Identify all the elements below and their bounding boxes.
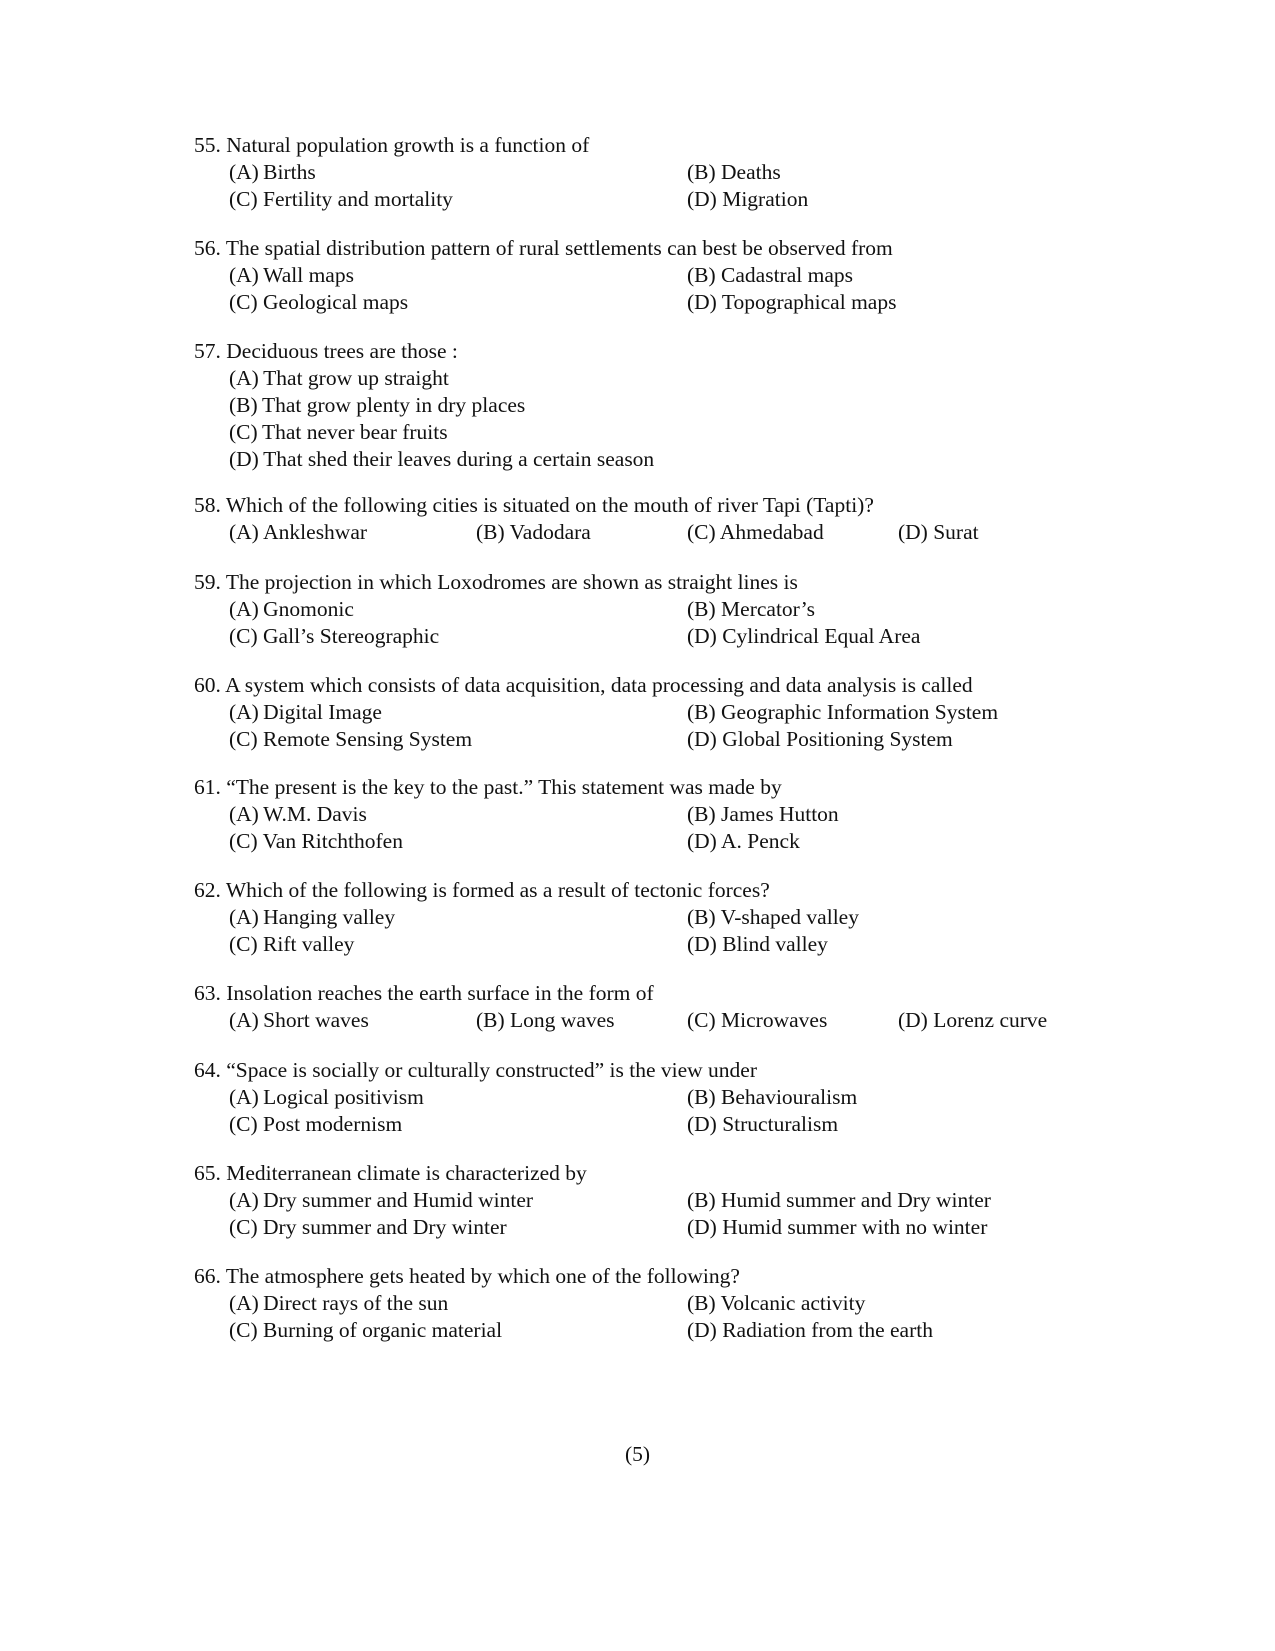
question-stem: Natural population growth is a function of — [226, 133, 590, 157]
question-text — [194, 774, 1094, 801]
option-b: (B) V-shaped valley — [687, 905, 859, 929]
question-stem: Deciduous trees are those : — [226, 339, 458, 363]
question-63 — [194, 980, 1094, 1034]
option-b: (B) Behaviouralism — [687, 1085, 858, 1109]
option-d: (D) Structuralism — [687, 1112, 839, 1136]
question-stem: “The present is the key to the past.” This statement was made by — [226, 775, 782, 799]
question-text — [194, 672, 1094, 699]
option-b: (B) Mercator’s — [687, 597, 815, 621]
option-c: (C) Burning of organic material — [229, 1318, 503, 1342]
option-c: (C) Ahmedabad — [687, 520, 824, 544]
option-c: (C) Gall’s Stereographic — [229, 624, 440, 648]
question-text — [194, 132, 1094, 159]
question-text — [194, 877, 1094, 904]
question-number: 61. — [194, 775, 221, 799]
question-number: 60. — [194, 673, 221, 697]
question-66 — [194, 1263, 1094, 1344]
option-c: (C) Dry summer and Dry winter — [229, 1215, 507, 1239]
question-61 — [194, 774, 1094, 855]
option-a: (A) Logical positivism — [229, 1085, 424, 1109]
question-stem: Mediterranean climate is characterized by — [226, 1161, 587, 1185]
page-number: (5) — [624, 1442, 651, 1466]
question-text — [194, 569, 1094, 596]
question-number: 63. — [194, 981, 221, 1005]
question-65 — [194, 1160, 1094, 1241]
question-60 — [194, 672, 1094, 753]
question-text — [194, 492, 1094, 519]
option-a: (A) Hanging valley — [229, 905, 396, 929]
question-stem: Insolation reaches the earth surface in the form of — [226, 981, 654, 1005]
question-text — [194, 1263, 1094, 1290]
option-d: (D) Radiation from the earth — [687, 1318, 933, 1342]
option-c: (C) That never bear fruits — [229, 420, 448, 444]
question-stem: The spatial distribution pattern of rural settlements can best be observed from — [225, 236, 893, 260]
option-b: (B) Vadodara — [476, 520, 591, 544]
option-a: (A) Wall maps — [229, 263, 354, 287]
option-c: (C) Geological maps — [229, 290, 409, 314]
question-number: 56. — [194, 236, 221, 260]
option-b: (B) Volcanic activity — [687, 1291, 866, 1315]
option-c: (C) Fertility and mortality — [229, 187, 453, 211]
option-a: (A) Gnomonic — [229, 597, 354, 621]
option-a: (A) Short waves — [229, 1008, 369, 1032]
question-59 — [194, 569, 1094, 650]
option-b: (B) Humid summer and Dry winter — [687, 1188, 991, 1212]
option-d: (D) That shed their leaves during a certain season — [229, 447, 655, 471]
question-55 — [194, 132, 1094, 213]
option-a: (A) Dry summer and Humid winter — [229, 1188, 534, 1212]
question-number: 64. — [194, 1058, 221, 1082]
question-number: 66. — [194, 1264, 221, 1288]
question-62 — [194, 877, 1094, 958]
question-number: 59. — [194, 570, 221, 594]
question-64 — [194, 1057, 1094, 1138]
option-b: (B) That grow plenty in dry places — [229, 393, 526, 417]
question-57 — [194, 338, 1094, 473]
option-c: (C) Rift valley — [229, 932, 355, 956]
option-b: (B) Deaths — [687, 160, 781, 184]
question-text — [194, 980, 1094, 1007]
option-b: (B) Geographic Information System — [687, 700, 999, 724]
option-b: (B) James Hutton — [687, 802, 839, 826]
option-a: (A) Births — [229, 160, 316, 184]
question-text — [194, 1057, 1094, 1084]
option-d: (D) Lorenz curve — [898, 1008, 1048, 1032]
question-text — [194, 338, 1094, 365]
question-number: 58. — [194, 493, 221, 517]
question-number: 57. — [194, 339, 221, 363]
option-c: (C) Van Ritchthofen — [229, 829, 403, 853]
option-d: (D) Topographical maps — [687, 290, 897, 314]
question-number: 65. — [194, 1161, 221, 1185]
option-b: (B) Cadastral maps — [687, 263, 853, 287]
question-stem: The projection in which Loxodromes are shown as straight lines is — [225, 570, 798, 594]
option-d: (D) Humid summer with no winter — [687, 1215, 988, 1239]
option-d: (D) Migration — [687, 187, 809, 211]
option-a: (A) That grow up straight — [229, 366, 449, 390]
question-number: 62. — [194, 878, 221, 902]
option-b: (B) Long waves — [476, 1008, 615, 1032]
option-a: (A) Direct rays of the sun — [229, 1291, 449, 1315]
option-d: (D) Surat — [898, 520, 979, 544]
question-stem: Which of the following is formed as a result of tectonic forces? — [225, 878, 770, 902]
option-a: (A) Ankleshwar — [229, 520, 368, 544]
question-stem: “Space is socially or culturally constructed” is the view under — [226, 1058, 758, 1082]
question-58 — [194, 492, 1094, 546]
question-56 — [194, 235, 1094, 316]
option-d: (D) Blind valley — [687, 932, 828, 956]
option-a: (A) W.M. Davis — [229, 802, 367, 826]
question-text — [194, 235, 1094, 262]
option-d: (D) Cylindrical Equal Area — [687, 624, 921, 648]
option-d: (D) Global Positioning System — [687, 727, 953, 751]
option-a: (A) Digital Image — [229, 700, 382, 724]
option-c: (C) Microwaves — [687, 1008, 828, 1032]
question-stem: The atmosphere gets heated by which one of the following? — [225, 1264, 740, 1288]
option-d: (D) A. Penck — [687, 829, 800, 853]
option-c: (C) Post modernism — [229, 1112, 403, 1136]
option-c: (C) Remote Sensing System — [229, 727, 473, 751]
question-number: 55. — [194, 133, 221, 157]
question-text — [194, 1160, 1094, 1187]
question-stem: A system which consists of data acquisition, data processing and data analysis is called — [225, 673, 973, 697]
question-stem: Which of the following cities is situated on the mouth of river Tapi (Tapti)? — [225, 493, 874, 517]
